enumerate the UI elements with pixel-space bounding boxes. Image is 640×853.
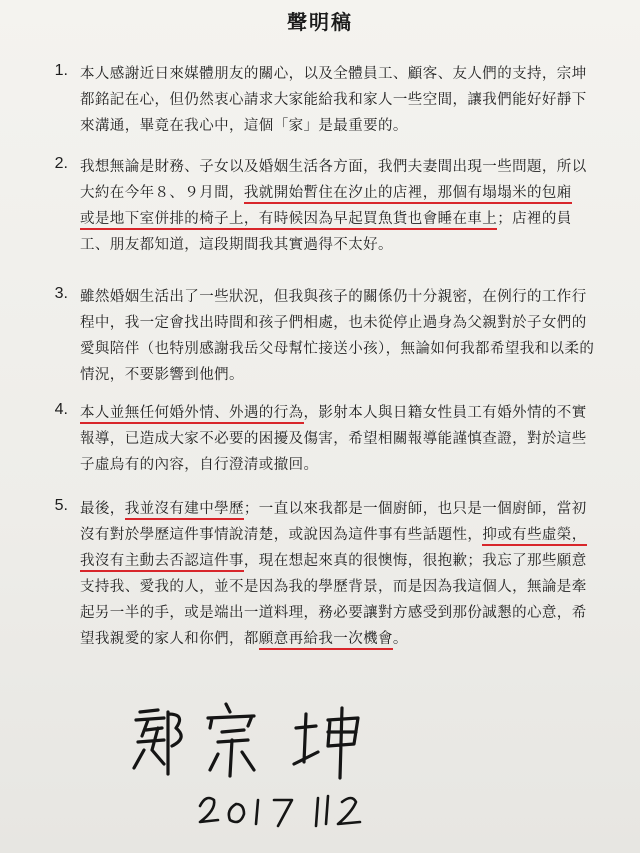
item-number: 2. [54, 155, 68, 172]
item-number: 1. [54, 62, 68, 79]
item-line [80, 523, 587, 544]
item-line [80, 62, 587, 83]
underlined-text: 或是地下室併排的椅子上，有時候因為早起買魚貨也會睡在車上 [80, 211, 497, 230]
line-text: 都銘記在心，但仍然衷心請求大家能給我和家人一些空間，讓我們能好好靜下 [80, 92, 587, 108]
item-line [80, 453, 318, 474]
line-text: 愛與陪伴（也特別感謝我岳父母幫忙接送小孩），無論如何我都希望我和以柔的 [80, 341, 595, 357]
item-line [80, 401, 587, 422]
item-line [80, 627, 408, 648]
item-line [80, 601, 587, 622]
item-number: 4. [54, 401, 68, 418]
line-text: ；店裡的員 [497, 211, 572, 227]
underlined-text: 願意再給我一次機會 [259, 631, 393, 650]
item-number: 5. [54, 497, 68, 514]
line-text: ，現在想起來真的很懊悔，很抱歉；我忘了那些願意 [243, 553, 587, 569]
item-line [80, 363, 244, 384]
line-text: ；一直以來我都是一個廚師，也只是一個廚師，當初 [243, 501, 587, 517]
item-number: 3. [54, 285, 68, 302]
item-line [80, 575, 587, 596]
underlined-text: 抑或有些虛榮， [482, 527, 586, 546]
document-title: 聲明稿 [287, 10, 353, 34]
item-line [80, 88, 587, 109]
line-text: 支持我、愛我的人，並不是因為我的學歷背景，而是因為我這個人，無論是牽 [80, 579, 587, 595]
item-line [80, 233, 393, 254]
underlined-text: 我並沒有建中學歷 [125, 501, 244, 520]
item-line [80, 549, 587, 570]
line-text: 本人感謝近日來媒體朋友的關心，以及全體員工、顧客、友人們的支持，宗坤 [80, 66, 587, 82]
line-text: 望我親愛的家人和你們，都 [80, 631, 259, 647]
line-text: 起另一半的手，或是端出一道料理，務必要讓對方感受到那份誠懇的心意，希 [80, 605, 587, 621]
handwritten-date [192, 780, 392, 835]
underlined-text: 本人並無任何婚外情、外遇的行為 [80, 405, 304, 424]
underlined-text: 我沒有主動去否認這件事 [80, 553, 244, 572]
line-text: 子虛烏有的內容，自行澄清或撤回。 [80, 457, 319, 473]
item-line [80, 114, 408, 135]
underlined-text: 我就開始暫住在汐止的店裡，那個有塌塌米的包廂 [244, 185, 572, 204]
line-text: 工、朋友都知道，這段期間我其實過得不太好。 [80, 237, 393, 253]
line-text: 來溝通，畢竟在我心中，這個「家」是最重要的。 [80, 118, 408, 134]
handwritten-signature [118, 690, 498, 790]
line-text: 程中，我一定會找出時間和孩子們相處，也未從停止過身為父親對於子女們的 [80, 315, 587, 331]
line-text: 最後， [80, 501, 125, 517]
line-text: 報導，已造成大家不必要的困擾及傷害，希望相關報導能謹慎查證，對於這些 [80, 431, 587, 447]
item-line [80, 311, 587, 332]
line-text: 我想無論是財務、子女以及婚姻生活各方面，我們夫妻間出現一些問題，所以 [80, 159, 587, 175]
line-text: 大約在今年８、９月間， [80, 185, 244, 201]
item-line [80, 285, 587, 306]
item-line [80, 207, 572, 228]
line-text: 沒有對於學歷這件事情說清楚，或說因為這件事有些話題性， [80, 527, 483, 543]
item-line [80, 155, 587, 176]
item-line [80, 337, 594, 358]
line-text: 。 [392, 631, 408, 647]
item-line [80, 497, 587, 518]
line-text: 情況，不要影響到他們。 [80, 367, 244, 383]
line-text: ，影射本人與日籍女性員工有婚外情的不實 [303, 405, 587, 421]
item-line [80, 427, 587, 448]
line-text: 雖然婚姻生活出了一些狀況，但我與孩子的關係仍十分親密，在例行的工作行 [80, 289, 587, 305]
item-line [80, 181, 572, 202]
